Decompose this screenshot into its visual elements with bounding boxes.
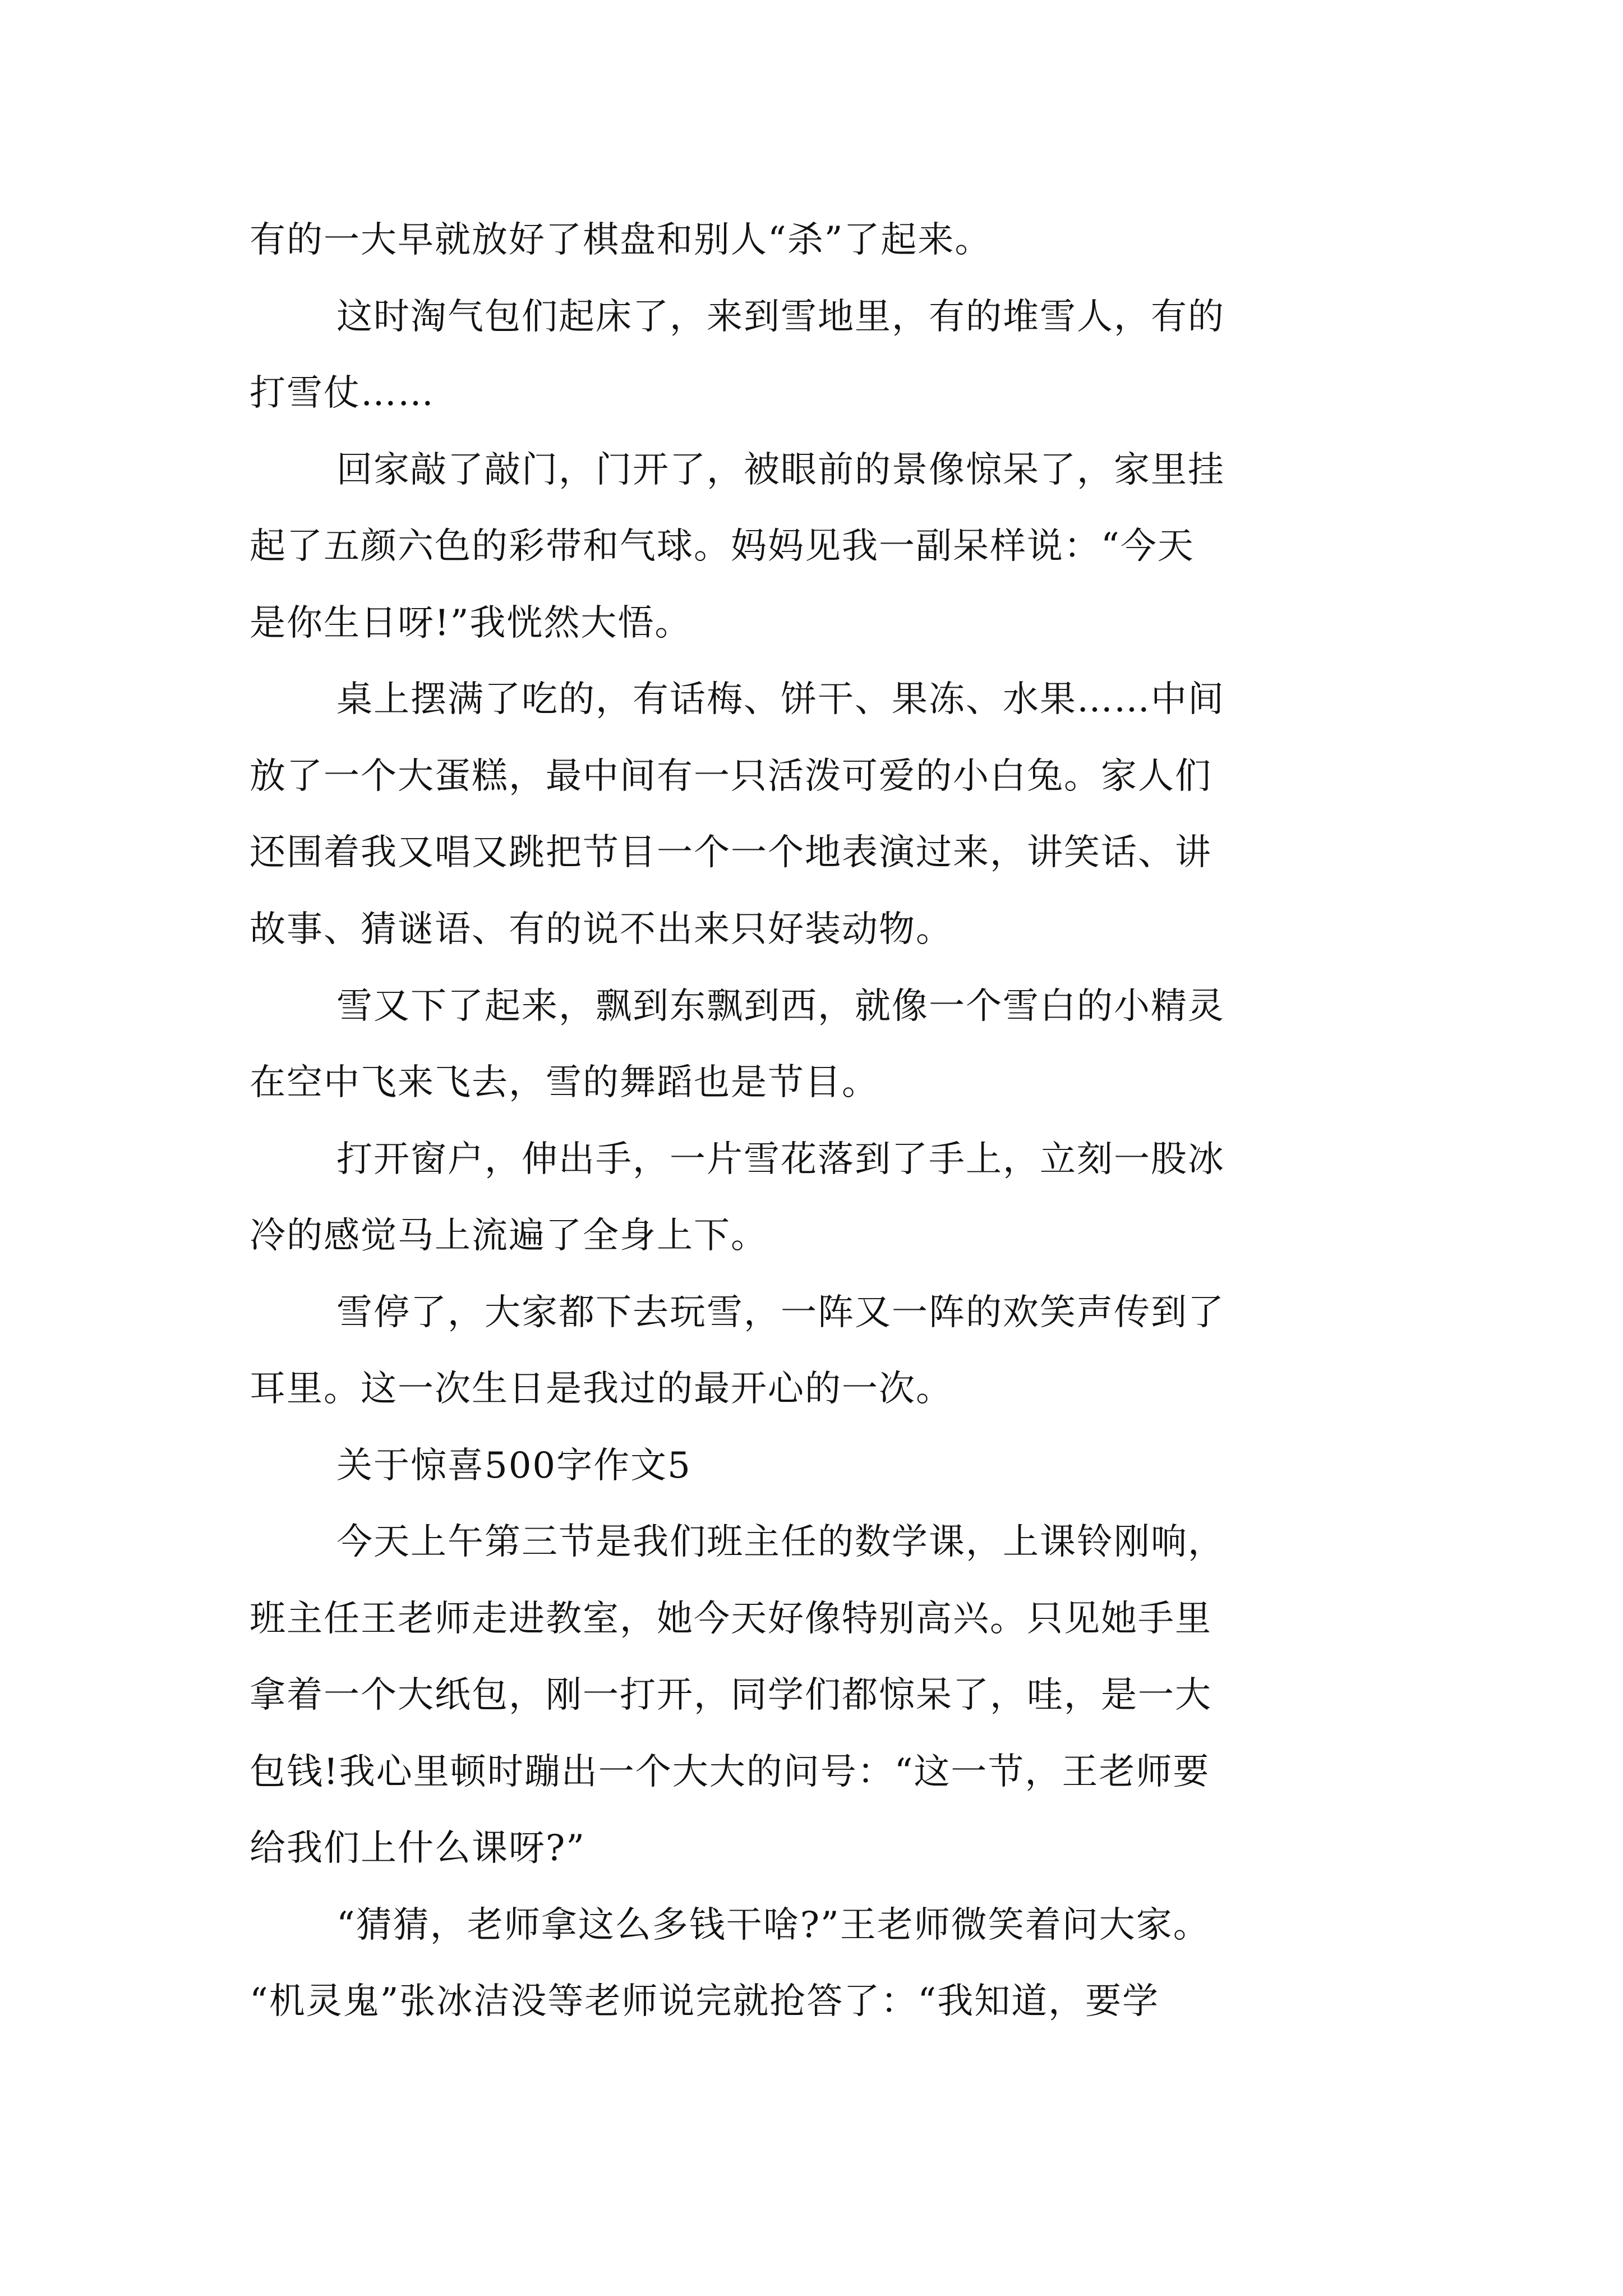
text-line: 雪又下了起来，飘到东飘到西，就像一个雪白的小精灵 xyxy=(336,986,1225,1027)
text-line: 给我们上什么课呀?” xyxy=(250,1828,586,1869)
text-line: “机灵鬼”张冰洁没等老师说完就抢答了：“我知道，要学 xyxy=(250,1981,1160,2022)
text-line: 回家敲了敲门，门开了，被眼前的景像惊呆了，家里挂 xyxy=(336,449,1225,491)
text-line: 放了一个大蛋糕，最中间有一只活泼可爱的小白兔。家人们 xyxy=(250,756,1212,797)
text-line: 故事、猜谜语、有的说不出来只好装动物。 xyxy=(250,909,953,950)
text-line: 还围着我又唱又跳把节目一个一个地表演过来，讲笑话、讲 xyxy=(250,832,1212,873)
text-line: 在空中飞来飞去，雪的舞蹈也是节目。 xyxy=(250,1062,879,1103)
text-line: 冷的感觉马上流遍了全身上下。 xyxy=(250,1215,768,1257)
text-line: 耳里。这一次生日是我过的最开心的一次。 xyxy=(250,1368,953,1410)
text-line: “猜猜，老师拿这么多钱干啥?”王老师微笑着问大家。 xyxy=(336,1904,1210,1946)
text-line: 今天上午第三节是我们班主任的数学课，上课铃刚响， xyxy=(336,1521,1225,1563)
text-line: 包钱!我心里顿时蹦出一个大大的问号：“这一节，王老师要 xyxy=(250,1751,1210,1793)
text-line: 拿着一个大纸包，刚一打开，同学们都惊呆了，哇，是一大 xyxy=(250,1674,1212,1716)
text-line: 打开窗户，伸出手，一片雪花落到了手上，立刻一股冰 xyxy=(336,1139,1225,1180)
text-line: 班主任王老师走进教室，她今天好像特别高兴。只见她手里 xyxy=(250,1598,1212,1640)
text-line: 雪停了，大家都下去玩雪，一阵又一阵的欢笑声传到了 xyxy=(336,1292,1225,1333)
text-line: 这时淘气包们起床了，来到雪地里，有的堆雪人，有的 xyxy=(336,296,1225,338)
text-line: 有的一大早就放好了棋盘和别人“杀”了起来。 xyxy=(250,219,992,261)
text-line: 是你生日呀!”我恍然大悟。 xyxy=(250,602,692,644)
section-heading: 关于惊喜500字作文5 xyxy=(336,1445,691,1487)
text-line: 打雪仗…… xyxy=(250,372,435,414)
text-line: 起了五颜六色的彩带和气球。妈妈见我一副呆样说：“今天 xyxy=(250,526,1195,567)
text-line: 桌上摆满了吃的，有话梅、饼干、果冻、水果……中间 xyxy=(336,679,1225,720)
